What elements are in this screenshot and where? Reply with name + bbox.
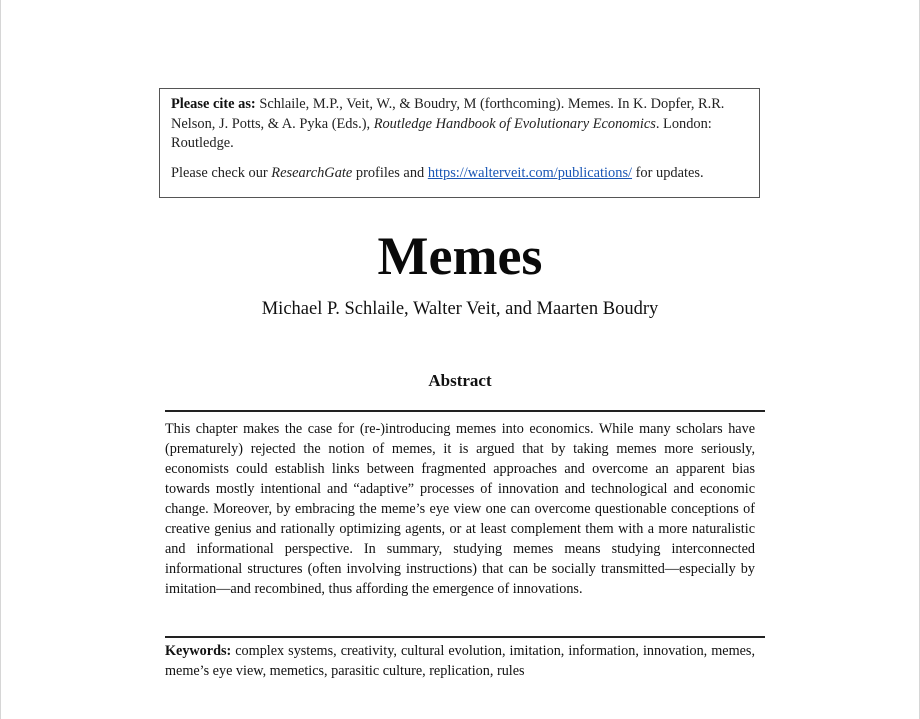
publications-link[interactable]: https://walterveit.com/publications/ xyxy=(427,164,633,181)
keywords-paragraph xyxy=(165,641,755,681)
citation-label: Please cite as: xyxy=(171,96,256,112)
citation-box xyxy=(159,88,760,198)
researchgate-name: ResearchGate xyxy=(271,164,353,181)
paper-authors: Michael P. Schlaile, Walter Veit, and Maarten Boudry xyxy=(261,299,659,319)
abstract-heading: Abstract xyxy=(428,371,492,390)
citation-book-title: Routledge Handbook of Evolutionary Economics xyxy=(373,115,656,132)
updates-suffix: for updates. xyxy=(632,164,704,181)
abstract-text: This chapter makes the case for (re-)introducing memes into economics. While many scholars have (prematurely) rejected the notion of memes, it is argued that by taking memes more seriously, economists could establish links between fragmented approaches and overcome an apparent bias towards mostly intentional and “adaptive” processes of innovation and technological and economic change. Moreover, by embracing the meme’s eye view one can overcome questionable conceptions of creative genius and rationally optimizing agents, or at least complement them with a more naturalistic and informational perspective. In summary, studying memes means studying interconnected informational structures (often involving instructions) that can be socially transmitted—especially by imitation—and recombined, thus affording the emergence of innovations. xyxy=(165,421,755,597)
updates-prefix: Please check our xyxy=(171,164,272,181)
abstract-bottom-rule xyxy=(165,636,765,638)
paper-title: Memes xyxy=(377,226,543,286)
updates-middle: profiles and xyxy=(352,164,428,181)
citation-paragraph xyxy=(171,95,748,154)
citation-spacer xyxy=(171,154,748,164)
citation-text: Schlaile, M.P., Veit, W., & Boudry, M (forthcoming). Memes. In K. Dopfer, R.R. Nelson, J. Potts, & A. Pyka (Eds.), xyxy=(171,96,725,132)
keywords-text: complex systems, creativity, cultural evolution, imitation, information, innovation, memes, meme’s eye view, memetics, parasitic culture, replication, rules xyxy=(165,643,755,679)
updates-paragraph xyxy=(171,164,748,184)
page-edge-left xyxy=(0,0,1,719)
keywords-label: Keywords: xyxy=(165,643,232,659)
abstract-top-rule xyxy=(165,410,765,412)
citation-text-end: . London: Routledge. xyxy=(171,115,712,151)
